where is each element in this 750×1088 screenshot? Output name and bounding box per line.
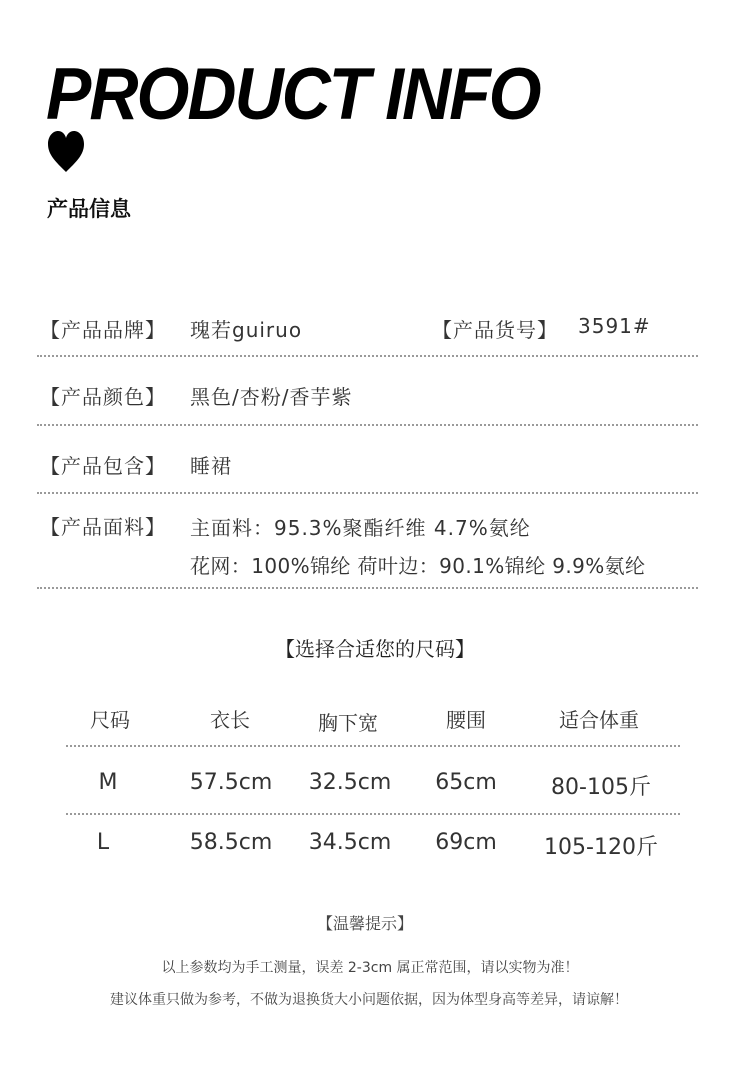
table-cell-waist: 65cm: [435, 770, 497, 795]
table-cell-size: M: [98, 770, 118, 795]
table-cell-size: L: [96, 830, 110, 855]
page-headline: PRODUCT INFO: [46, 53, 540, 136]
separator: [37, 355, 698, 357]
table-cell-length: 58.5cm: [189, 830, 273, 855]
table-cell-waist: 69cm: [435, 830, 497, 855]
table-cell-underbust: 32.5cm: [308, 770, 392, 795]
tips-title: 【温馨提示】: [316, 914, 414, 933]
size-header-length: 衣长: [210, 708, 250, 732]
fabric-line-lace: 花网：100%锦纶 荷叶边：90.1%锦纶 9.9%氨纶: [190, 554, 646, 578]
table-cell-weight: 105-120斤: [544, 835, 658, 860]
heart-icon: [47, 130, 85, 174]
color-value: 黑色/杏粉/香芋紫: [190, 385, 353, 409]
sku-label: 【产品货号】: [432, 318, 558, 342]
tips-line: 建议体重只做为参考，不做为退换货大小问题依据，因为体型身高等差异，请谅解！: [110, 992, 628, 1008]
brand-value: 瑰若guiruo: [190, 318, 303, 342]
fabric-label: 【产品面料】: [40, 515, 166, 539]
separator: [37, 587, 698, 589]
page-subtitle: 产品信息: [47, 197, 131, 221]
fabric-line-main: 主面料：95.3%聚酯纤维 4.7%氨纶: [190, 516, 531, 540]
size-header-weight: 适合体重: [559, 708, 639, 732]
table-cell-underbust: 34.5cm: [308, 830, 392, 855]
separator: [37, 492, 698, 494]
separator: [37, 424, 698, 426]
size-header-size: 尺码: [90, 708, 130, 732]
separator: [66, 813, 680, 815]
brand-label: 【产品品牌】: [40, 318, 166, 342]
tips-line: 以上参数均为手工测量，误差 2-3cm 属正常范围，请以实物为准！: [161, 960, 579, 976]
size-header-underbust: 胸下宽: [318, 711, 378, 735]
separator: [66, 745, 680, 747]
color-label: 【产品颜色】: [40, 385, 166, 409]
includes-value: 睡裙: [190, 454, 232, 478]
includes-label: 【产品包含】: [40, 454, 166, 478]
table-cell-length: 57.5cm: [189, 770, 273, 795]
size-header-waist: 腰围: [446, 708, 486, 732]
table-cell-weight: 80-105斤: [551, 775, 651, 800]
size-chart-title: 【选择合适您的尺码】: [275, 637, 475, 661]
sku-value: 3591#: [578, 314, 651, 338]
